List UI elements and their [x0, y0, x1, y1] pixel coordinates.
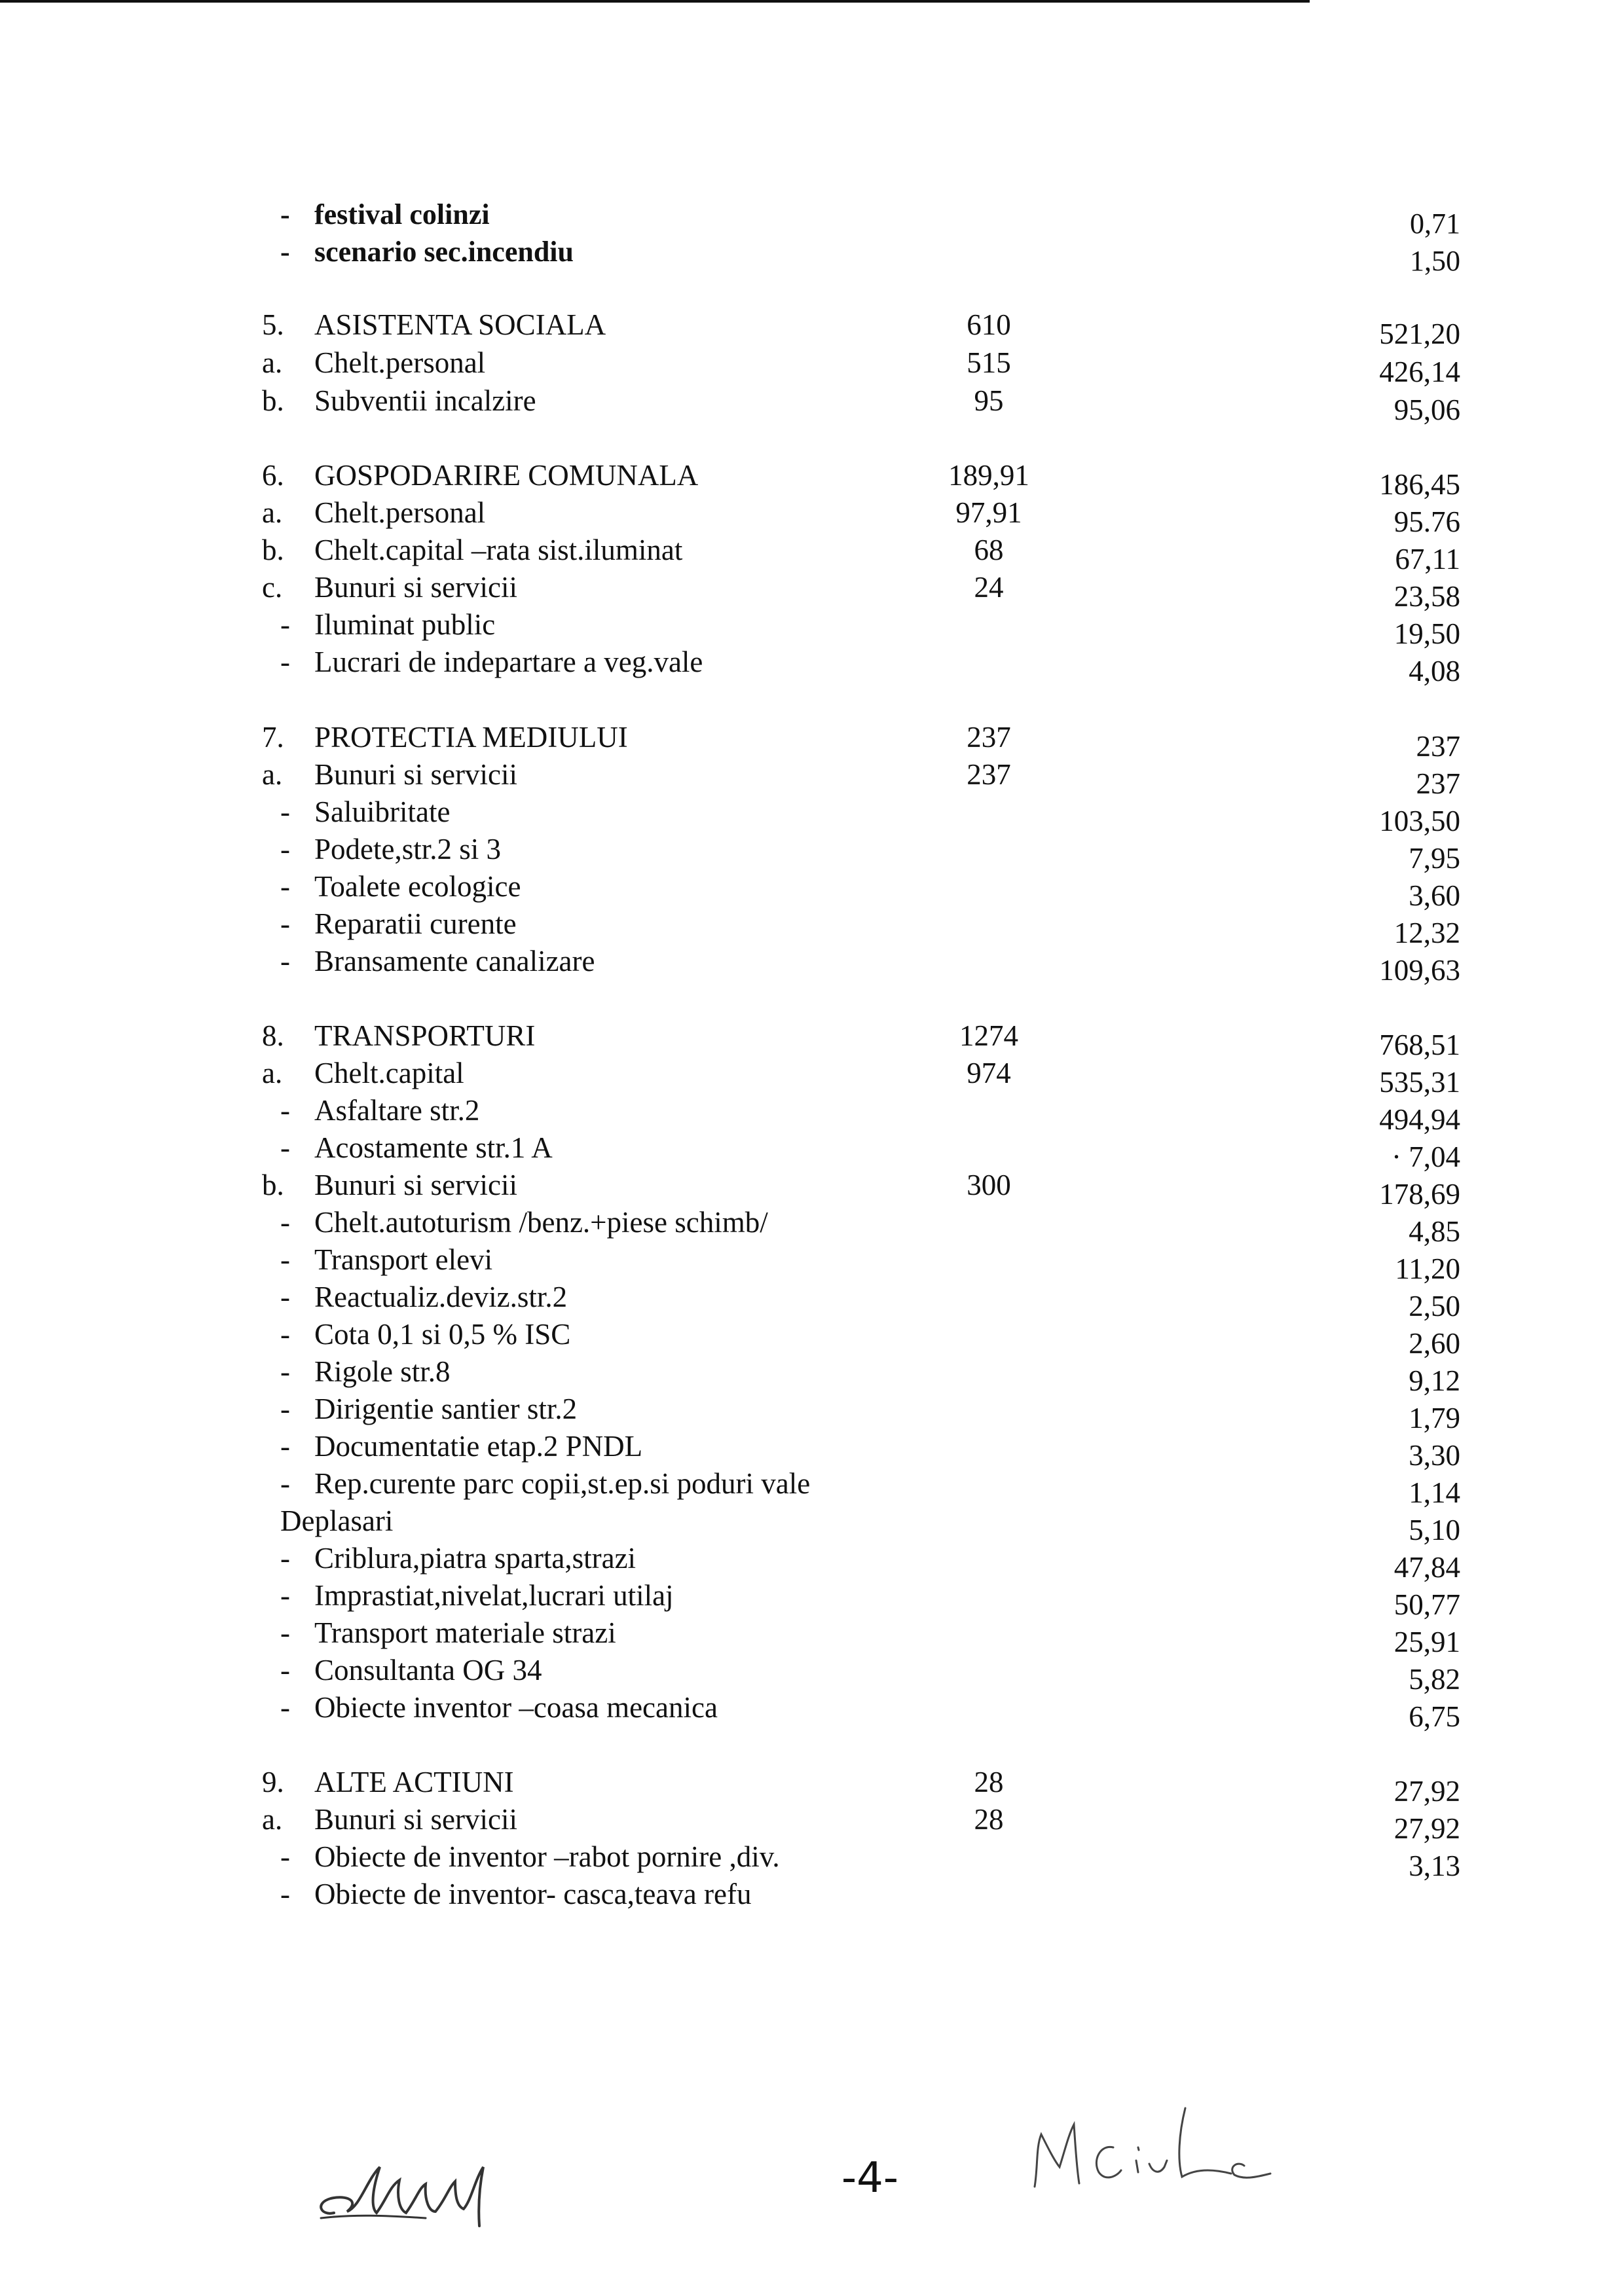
row-actual: 50,77 [1393, 1588, 1460, 1621]
row-planned: 97,91 [955, 496, 1022, 529]
row-marker: - [280, 1467, 290, 1500]
row-marker: - [280, 198, 290, 230]
row-marker: - [280, 1206, 290, 1239]
section-title: ASISTENTA SOCIALA [314, 308, 606, 341]
table-row [0, 382, 1624, 426]
row-actual: 23,58 [1393, 580, 1460, 613]
table-row [0, 1577, 1624, 1621]
row-actual: 67,11 [1395, 543, 1460, 575]
row-actual: 3,60 [1409, 879, 1460, 912]
row-marker: b. [262, 534, 284, 566]
table-row [0, 1167, 1624, 1211]
row-marker: - [280, 1579, 290, 1612]
row-planned: 610 [967, 308, 1011, 341]
row-planned: 28 [974, 1766, 1004, 1798]
row-marker: - [280, 1355, 290, 1388]
row-marker: - [280, 833, 290, 866]
row-actual: 237 [1416, 730, 1460, 763]
row-actual: 494,94 [1379, 1103, 1460, 1136]
table-row [0, 1614, 1624, 1658]
table-row [0, 494, 1624, 538]
table-row [0, 1801, 1624, 1845]
row-marker: 9. [262, 1766, 284, 1798]
row-actual: 47,84 [1393, 1551, 1460, 1584]
table-row [0, 868, 1624, 912]
row-actual: 2,50 [1409, 1290, 1460, 1322]
row-marker: a. [262, 1803, 283, 1836]
row-marker: - [280, 236, 290, 268]
row-actual: 426,14 [1379, 355, 1460, 388]
row-actual: 9,12 [1409, 1364, 1460, 1397]
row-label: Obiecte de inventor –rabot pornire ,div. [314, 1840, 780, 1873]
section-title: TRANSPORTURI [314, 1019, 536, 1052]
row-marker: - [280, 1393, 290, 1425]
section-title: ALTE ACTIUNI [314, 1766, 514, 1798]
section-title: PROTECTIA MEDIULUI [314, 721, 628, 754]
row-label: Transport materiale strazi [314, 1616, 616, 1649]
row-label: Rep.curente parc copii,st.ep.si poduri vale [314, 1467, 811, 1500]
row-actual: 7,95 [1409, 842, 1460, 875]
row-label: Chelt.capital –rata sist.iluminat [314, 534, 683, 566]
row-marker: 5. [262, 308, 284, 341]
row-actual: 1,14 [1409, 1476, 1460, 1509]
row-marker: b. [262, 384, 284, 417]
row-marker: a. [262, 496, 283, 529]
row-actual: 521,20 [1379, 318, 1460, 350]
row-planned: 24 [974, 571, 1004, 604]
row-actual: 4,08 [1409, 655, 1460, 687]
row-marker: - [280, 1691, 290, 1724]
row-planned: 974 [967, 1057, 1011, 1089]
row-marker: - [280, 907, 290, 940]
row-marker: c. [262, 571, 283, 604]
row-marker: 7. [262, 721, 284, 754]
row-marker: - [280, 795, 290, 828]
table-row [0, 1428, 1624, 1472]
table-row [0, 905, 1624, 949]
row-marker: - [280, 1654, 290, 1686]
row-planned: 68 [974, 534, 1004, 566]
row-label: Bunuri si servicii [314, 1803, 517, 1836]
row-label: Documentatie etap.2 PNDL [314, 1430, 643, 1463]
table-row [0, 1689, 1624, 1733]
row-label: Saluibritate [314, 795, 451, 828]
table-row [0, 756, 1624, 800]
row-marker: - [280, 1281, 290, 1313]
row-actual: 237 [1416, 767, 1460, 800]
row-label: Toalete ecologice [314, 870, 521, 903]
table-row [0, 457, 1624, 501]
row-marker: - [280, 945, 290, 977]
table-row [0, 943, 1624, 987]
row-actual: 95.76 [1393, 505, 1460, 538]
table-row [0, 606, 1624, 650]
row-label: scenario sec.incendiu [314, 236, 574, 268]
row-marker: 8. [262, 1019, 284, 1052]
row-actual: 19,50 [1393, 617, 1460, 650]
row-marker: - [280, 608, 290, 641]
row-marker: - [280, 1878, 290, 1910]
row-label: Rigole str.8 [314, 1355, 451, 1388]
row-marker: - [280, 1840, 290, 1873]
row-label: Bunuri si servicii [314, 571, 517, 604]
row-planned: 28 [974, 1803, 1004, 1836]
row-label: Imprastiat,nivelat,lucrari utilaj [314, 1579, 674, 1612]
table-row [0, 793, 1624, 837]
row-actual: 0,71 [1410, 208, 1460, 240]
row-actual: 12,32 [1393, 917, 1460, 949]
row-label: Reparatii curente [314, 907, 517, 940]
row-label: Reactualiz.deviz.str.2 [314, 1281, 568, 1313]
row-label: Chelt.personal [314, 496, 486, 529]
table-row [0, 234, 1624, 277]
row-actual: 27,92 [1393, 1812, 1460, 1845]
table-row [0, 1204, 1624, 1248]
table-row [0, 1503, 1624, 1546]
page-number: -4- [841, 2154, 898, 2202]
row-marker: - [280, 870, 290, 903]
row-marker: - [280, 1318, 290, 1351]
row-planned: 237 [967, 721, 1011, 754]
table-row [0, 344, 1624, 388]
row-actual: 768,51 [1379, 1029, 1460, 1061]
row-label: Obiecte inventor –coasa mecanica [314, 1691, 718, 1724]
row-marker: - [280, 1430, 290, 1463]
row-actual: 3,30 [1409, 1439, 1460, 1472]
table-row [0, 1465, 1624, 1509]
table-row [0, 1017, 1624, 1061]
table-row [0, 569, 1624, 613]
row-label: Lucrari de indepartare a veg.vale [314, 646, 703, 678]
section-title: GOSPODARIRE COMUNALA [314, 459, 699, 492]
row-label: Dirigentie santier str.2 [314, 1393, 578, 1425]
row-marker: 6. [262, 459, 284, 492]
row-planned: 189,91 [948, 459, 1029, 492]
row-actual: 2,60 [1409, 1327, 1460, 1360]
row-label: Chelt.capital [314, 1057, 464, 1089]
row-marker: - [280, 1094, 290, 1127]
row-marker: a. [262, 346, 283, 379]
row-marker: - [280, 1616, 290, 1649]
row-label: Consultanta OG 34 [314, 1654, 542, 1686]
row-actual: 27,92 [1393, 1775, 1460, 1808]
signature-right [1022, 2095, 1297, 2200]
row-planned: 515 [967, 346, 1011, 379]
row-actual: 103,50 [1379, 805, 1460, 837]
table-row [0, 1540, 1624, 1584]
row-label: Cota 0,1 si 0,5 % ISC [314, 1318, 571, 1351]
row-label: Acostamente str.1 A [314, 1131, 553, 1164]
row-actual: 95,06 [1393, 393, 1460, 426]
row-actual: 4,85 [1409, 1215, 1460, 1248]
signature-left [308, 2141, 544, 2239]
row-marker: - [280, 646, 290, 678]
row-actual: 11,20 [1395, 1252, 1460, 1285]
row-label: Podete,str.2 si 3 [314, 833, 502, 866]
row-marker: a. [262, 758, 283, 791]
table-row [0, 1353, 1624, 1397]
row-actual: 1,50 [1410, 245, 1460, 277]
table-row [0, 1092, 1624, 1136]
row-label: Bransamente canalizare [314, 945, 595, 977]
row-marker: a. [262, 1057, 283, 1089]
table-row [0, 831, 1624, 875]
table-row [0, 1055, 1624, 1099]
row-actual: 3,13 [1409, 1850, 1460, 1882]
row-actual: 6,75 [1409, 1700, 1460, 1733]
row-label: Chelt.personal [314, 346, 486, 379]
table-row [0, 1241, 1624, 1285]
row-label: Bunuri si servicii [314, 758, 517, 791]
table-row [0, 1129, 1624, 1173]
row-actual: 5,82 [1409, 1663, 1460, 1696]
row-actual: 5,10 [1409, 1514, 1460, 1546]
table-row [0, 1876, 1624, 1912]
row-actual: 178,69 [1379, 1178, 1460, 1211]
row-actual: · 7,04 [1392, 1140, 1460, 1173]
row-actual: 109,63 [1379, 954, 1460, 987]
row-label: Subventii incalzire [314, 384, 536, 417]
table-row [0, 1316, 1624, 1360]
row-actual: 1,79 [1409, 1402, 1460, 1434]
table-row [0, 1838, 1624, 1882]
row-marker: b. [262, 1169, 284, 1201]
row-marker: - [280, 1131, 290, 1164]
row-actual: 186,45 [1379, 468, 1460, 501]
row-label: Bunuri si servicii [314, 1169, 517, 1201]
row-actual: 535,31 [1379, 1066, 1460, 1099]
table-row [0, 532, 1624, 575]
row-label: Chelt.autoturism /benz.+piese schimb/ [314, 1206, 768, 1239]
table-row [0, 1652, 1624, 1696]
row-label: Criblura,piatra sparta,strazi [314, 1542, 637, 1575]
row-marker: - [280, 1243, 290, 1276]
row-planned: 95 [974, 384, 1004, 417]
row-marker: - [280, 1542, 290, 1575]
row-label: Obiecte de inventor- casca,teava refu [314, 1878, 752, 1910]
table-row [0, 196, 1624, 240]
table-row [0, 1391, 1624, 1434]
row-label: Deplasari [280, 1504, 394, 1537]
row-label: Iluminat public [314, 608, 496, 641]
table-row [0, 1279, 1624, 1322]
table-row [0, 306, 1624, 350]
row-label: Transport elevi [314, 1243, 493, 1276]
table-row [0, 644, 1624, 687]
row-planned: 300 [967, 1169, 1011, 1201]
table-row [0, 1764, 1624, 1808]
row-planned: 1274 [959, 1019, 1018, 1052]
table-row [0, 719, 1624, 763]
row-label: festival colinzi [314, 198, 490, 230]
row-actual: 25,91 [1393, 1626, 1460, 1658]
row-planned: 237 [967, 758, 1011, 791]
row-label: Asfaltare str.2 [314, 1094, 480, 1127]
